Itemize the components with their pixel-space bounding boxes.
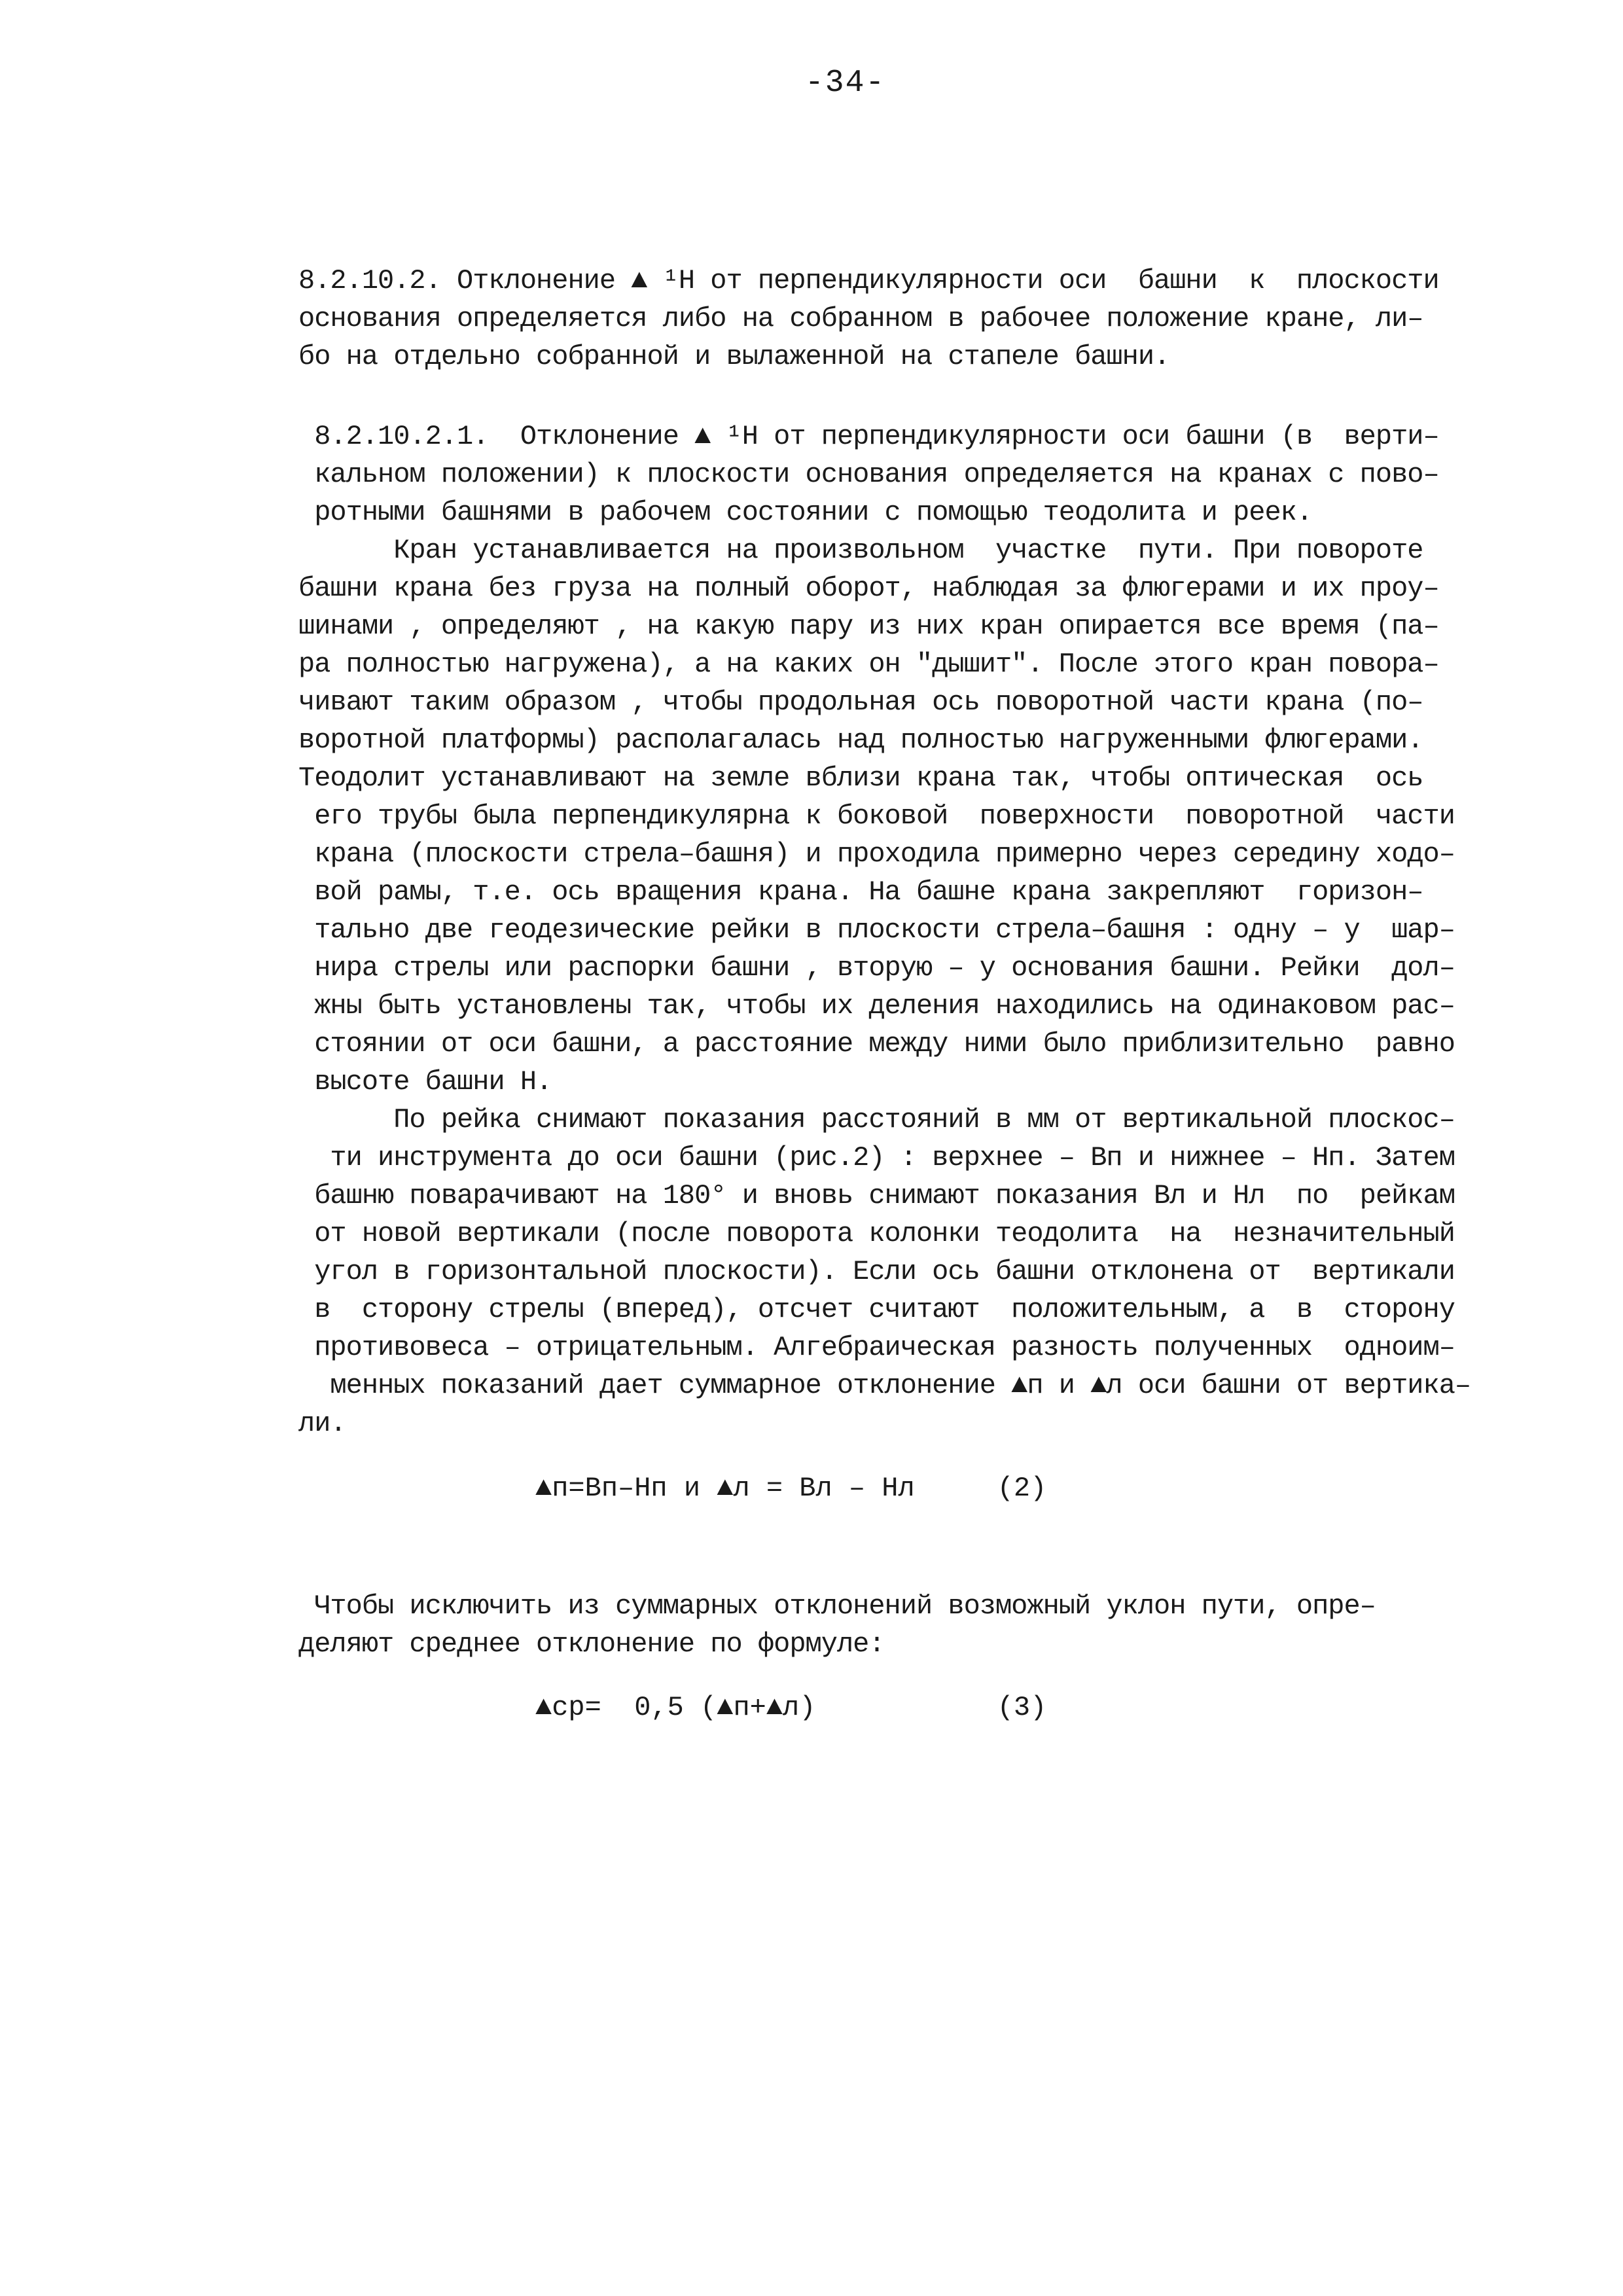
paragraph-average-deviation [298,1587,1424,1663]
section-8-2-10-2-1-line: Теодолит устанавливают на земле вблизи крана так, чтобы оптическая ось [298,762,1423,794]
section-8-2-10-2-1-line: высоте башни Н. [298,1066,552,1098]
section-8-2-10-2-1-line: По рейка снимают показания расстояний в мм от вертикальной плоскос– [298,1104,1455,1136]
section-8-2-10-2-1-line: ротными башнями в рабочем состоянии с помощью теодолита и реек. [298,497,1313,528]
section-8-2-10-2-1-line: шинами , определяют , на какую пару из них кран опирается все время (па– [298,611,1439,642]
section-8-2-10-2-line: бо на отдельно собранной и вылаженной на стапеле башни. [298,341,1170,372]
section-8-2-10-2-1-line: его трубы была перпендикулярна к боковой поверхности поворотной части [298,800,1455,832]
section-8-2-10-2-1-line: ти инструмента до оси башни (рис.2) : верхнее – Вп и нижнее – Нп. Затем [298,1142,1455,1174]
section-8-2-10-2-1-line: 8.2.10.2.1. Отклонение ▲ ¹Н от перпендикулярности оси башни (в верти– [298,421,1439,452]
section-8-2-10-2-1 [298,418,1471,1443]
section-8-2-10-2-1-line: башню поварачивают на 180° и вновь снимают показания Вл и Нл по рейкам [298,1180,1455,1211]
section-8-2-10-2-1-line: Кран устанавливается на произвольном участке пути. При повороте [298,535,1423,566]
page-number: -34- [805,65,886,101]
paragraph-average-line: деляют среднее отклонение по формуле: [298,1628,885,1660]
section-8-2-10-2-1-line: ра полностью нагружена), а на каких он "дышит". После этого кран повора– [298,649,1439,680]
section-8-2-10-2-1-line: тально две геодезические рейки в плоскости стрела–башня : одну – у шар– [298,914,1455,946]
section-8-2-10-2-1-line: крана (плоскости стрела–башня) и проходила примерно через середину ходо– [298,838,1455,870]
section-8-2-10-2-1-line: чивают таким образом , чтобы продольная ось поворотной части крана (по– [298,687,1423,718]
section-8-2-10-2-1-line: кальном положении) к плоскости основания определяется на кранах с пово– [298,459,1439,490]
section-8-2-10-2-line: основания определяется либо на собранном в рабочее положение кране, ли– [298,303,1423,334]
section-8-2-10-2-1-line: в сторону стрелы (вперед), отсчет считают положительным, а в сторону [298,1294,1455,1325]
section-8-2-10-2-1-line: жны быть установлены так, чтобы их деления находились на одинаковом рас– [298,990,1455,1022]
paragraph-average-line: Чтобы исключить из суммарных отклонений возможный уклон пути, опре– [298,1590,1376,1622]
section-8-2-10-2-1-line: ли. [298,1408,346,1439]
section-8-2-10-2-1-line: менных показаний дает суммарное отклонение ▲п и ▲л оси башни от вертика– [298,1370,1471,1401]
section-8-2-10-2-1-line: стоянии от оси башни, а расстояние между ними было приблизительно равно [298,1028,1455,1060]
section-8-2-10-2-1-line: башни крана без груза на полный оборот, наблюдая за флюгерами и их проу– [298,573,1439,604]
formula-3: ▲ср= 0,5 (▲п+▲л) (3) [535,1692,1047,1723]
section-8-2-10-2-1-line: вой рамы, т.е. ось вращения крана. На башне крана закрепляют горизон– [298,876,1423,908]
section-8-2-10-2-line: 8.2.10.2. Отклонение ▲ ¹Н от перпендикулярности оси башни к плоскости [298,265,1439,296]
section-8-2-10-2-1-line: противовеса – отрицательным. Алгебраическая разность полученных одноим– [298,1332,1455,1363]
section-8-2-10-2-1-line: воротной платформы) располагалась над полностью нагруженными флюгерами. [298,725,1423,756]
section-8-2-10-2-1-line: от новой вертикали (после поворота колонки теодолита на незначительный [298,1218,1455,1249]
section-8-2-10-2 [298,262,1439,376]
section-8-2-10-2-1-line: угол в горизонтальной плоскости). Если ось башни отклонена от вертикали [298,1256,1455,1287]
section-8-2-10-2-1-line: нира стрелы или распорки башни , вторую – у основания башни. Рейки дол– [298,952,1455,984]
formula-2: ▲п=Вп–Нп и ▲л = Вл – Нл (2) [535,1473,1047,1504]
